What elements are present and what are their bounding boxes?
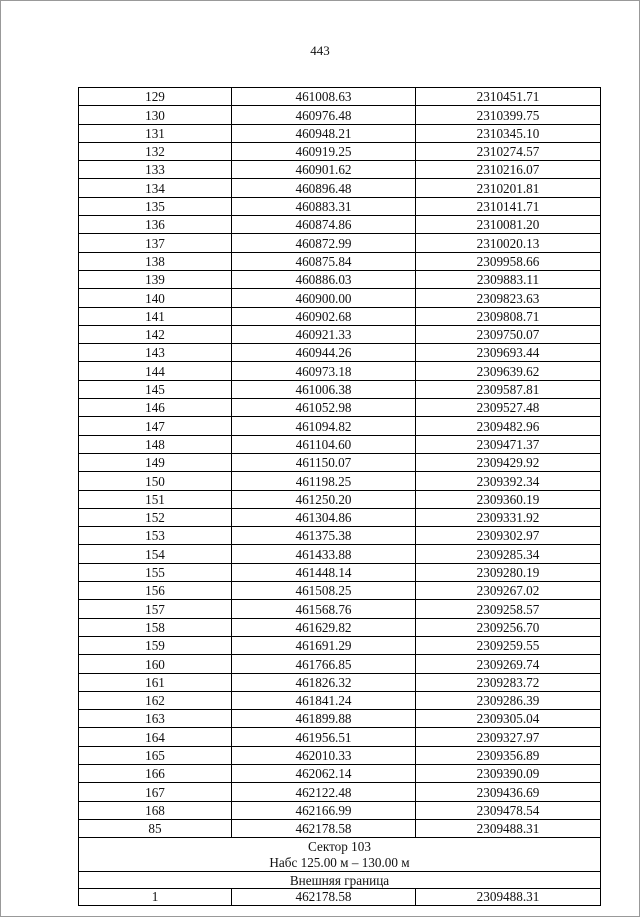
coordinates-table-body <box>79 88 601 906</box>
x-coordinate-cell: 460883.31 <box>232 197 416 215</box>
point-number-cell: 161 <box>79 673 232 691</box>
x-coordinate-cell: 462062.14 <box>232 764 416 782</box>
x-coordinate-cell: 460896.48 <box>232 179 416 197</box>
table-row <box>79 362 601 380</box>
table-row <box>79 508 601 526</box>
y-coordinate-cell: 2309808.71 <box>416 307 601 325</box>
x-coordinate-cell: 461508.25 <box>232 582 416 600</box>
sector-header-cell <box>79 838 601 872</box>
x-coordinate-cell: 460944.26 <box>232 344 416 362</box>
x-coordinate-cell: 460886.03 <box>232 270 416 288</box>
table-row <box>79 819 601 837</box>
x-coordinate-cell: 460902.68 <box>232 307 416 325</box>
y-coordinate-cell: 2309302.97 <box>416 527 601 545</box>
table-row <box>79 453 601 471</box>
y-coordinate-cell: 2309283.72 <box>416 673 601 691</box>
table-row <box>79 142 601 160</box>
point-number-cell: 134 <box>79 179 232 197</box>
table-row <box>79 325 601 343</box>
x-coordinate-cell: 462166.99 <box>232 801 416 819</box>
x-coordinate-cell: 461094.82 <box>232 417 416 435</box>
table-row <box>79 691 601 709</box>
point-number-cell: 165 <box>79 746 232 764</box>
table-row <box>79 252 601 270</box>
y-coordinate-cell: 2309285.34 <box>416 545 601 563</box>
table-row <box>79 636 601 654</box>
x-coordinate-cell: 461433.88 <box>232 545 416 563</box>
sector-header-row <box>79 838 601 872</box>
point-number-cell: 140 <box>79 289 232 307</box>
y-coordinate-cell: 2309286.39 <box>416 691 601 709</box>
x-coordinate-cell: 461448.14 <box>232 563 416 581</box>
y-coordinate-cell: 2309436.69 <box>416 783 601 801</box>
point-number-cell: 156 <box>79 582 232 600</box>
x-coordinate-cell: 460872.99 <box>232 234 416 252</box>
point-number-cell: 151 <box>79 490 232 508</box>
point-number-cell: 85 <box>79 819 232 837</box>
coordinates-table <box>78 87 601 906</box>
table-row <box>79 417 601 435</box>
page-number: 443 <box>310 43 330 58</box>
table-row <box>79 710 601 728</box>
y-coordinate-cell: 2309527.48 <box>416 399 601 417</box>
point-number-cell: 149 <box>79 453 232 471</box>
table-row <box>79 435 601 453</box>
table-row <box>79 801 601 819</box>
point-number-cell: 142 <box>79 325 232 343</box>
y-coordinate-cell: 2309390.09 <box>416 764 601 782</box>
x-coordinate-cell: 461104.60 <box>232 435 416 453</box>
y-coordinate-cell: 2309478.54 <box>416 801 601 819</box>
table-row <box>79 527 601 545</box>
y-coordinate-cell: 2309258.57 <box>416 600 601 618</box>
y-coordinate-cell: 2309269.74 <box>416 655 601 673</box>
x-coordinate-cell: 461568.76 <box>232 600 416 618</box>
table-row <box>79 472 601 490</box>
y-coordinate-cell: 2309256.70 <box>416 618 601 636</box>
x-coordinate-cell: 460948.21 <box>232 124 416 142</box>
table-row <box>79 746 601 764</box>
boundary-label: Внешняя граница <box>79 872 601 889</box>
point-number-cell: 1 <box>79 888 232 905</box>
table-row <box>79 179 601 197</box>
y-coordinate-cell: 2309360.19 <box>416 490 601 508</box>
y-coordinate-cell: 2310399.75 <box>416 106 601 124</box>
point-number-cell: 132 <box>79 142 232 160</box>
x-coordinate-cell: 461766.85 <box>232 655 416 673</box>
table-row <box>79 490 601 508</box>
table-row <box>79 289 601 307</box>
y-coordinate-cell: 2309883.11 <box>416 270 601 288</box>
point-number-cell: 137 <box>79 234 232 252</box>
point-number-cell: 139 <box>79 270 232 288</box>
table-row <box>79 618 601 636</box>
table-row <box>79 783 601 801</box>
point-number-cell: 138 <box>79 252 232 270</box>
sector-title: Сектор 103 <box>308 838 371 854</box>
table-row <box>79 216 601 234</box>
y-coordinate-cell: 2309356.89 <box>416 746 601 764</box>
x-coordinate-cell: 461629.82 <box>232 618 416 636</box>
point-number-cell: 135 <box>79 197 232 215</box>
y-coordinate-cell: 2309392.34 <box>416 472 601 490</box>
x-coordinate-cell: 462178.58 <box>232 888 416 905</box>
table-row <box>79 545 601 563</box>
table-row <box>79 655 601 673</box>
point-number-cell: 150 <box>79 472 232 490</box>
point-number-cell: 145 <box>79 380 232 398</box>
point-number-cell: 148 <box>79 435 232 453</box>
y-coordinate-cell: 2309488.31 <box>416 888 601 905</box>
table-row <box>79 161 601 179</box>
point-number-cell: 162 <box>79 691 232 709</box>
point-number-cell: 163 <box>79 710 232 728</box>
x-coordinate-cell: 460919.25 <box>232 142 416 160</box>
x-coordinate-cell: 460901.62 <box>232 161 416 179</box>
x-coordinate-cell: 460900.00 <box>232 289 416 307</box>
table-row <box>79 600 601 618</box>
y-coordinate-cell: 2310274.57 <box>416 142 601 160</box>
y-coordinate-cell: 2309482.96 <box>416 417 601 435</box>
table-row <box>79 582 601 600</box>
point-number-cell: 141 <box>79 307 232 325</box>
y-coordinate-cell: 2310345.10 <box>416 124 601 142</box>
boundary-label-row <box>79 872 601 889</box>
sector-height-range: Набс 125.00 м – 130.00 м <box>269 854 410 870</box>
y-coordinate-cell: 2309958.66 <box>416 252 601 270</box>
point-number-cell: 144 <box>79 362 232 380</box>
point-number-cell: 168 <box>79 801 232 819</box>
x-coordinate-cell: 461304.86 <box>232 508 416 526</box>
point-number-cell: 164 <box>79 728 232 746</box>
y-coordinate-cell: 2309429.92 <box>416 453 601 471</box>
point-number-cell: 153 <box>79 527 232 545</box>
table-row <box>79 399 601 417</box>
table-row <box>79 563 601 581</box>
y-coordinate-cell: 2309280.19 <box>416 563 601 581</box>
x-coordinate-cell: 460875.84 <box>232 252 416 270</box>
x-coordinate-cell: 461841.24 <box>232 691 416 709</box>
table-row <box>79 764 601 782</box>
x-coordinate-cell: 461899.88 <box>232 710 416 728</box>
y-coordinate-cell: 2309259.55 <box>416 636 601 654</box>
x-coordinate-cell: 461198.25 <box>232 472 416 490</box>
table-row <box>79 307 601 325</box>
x-coordinate-cell: 460976.48 <box>232 106 416 124</box>
x-coordinate-cell: 461250.20 <box>232 490 416 508</box>
y-coordinate-cell: 2309823.63 <box>416 289 601 307</box>
table-row <box>79 380 601 398</box>
x-coordinate-cell: 461150.07 <box>232 453 416 471</box>
table-row <box>79 124 601 142</box>
y-coordinate-cell: 2309488.31 <box>416 819 601 837</box>
y-coordinate-cell: 2309471.37 <box>416 435 601 453</box>
x-coordinate-cell: 460921.33 <box>232 325 416 343</box>
y-coordinate-cell: 2309693.44 <box>416 344 601 362</box>
table-row <box>79 673 601 691</box>
y-coordinate-cell: 2309331.92 <box>416 508 601 526</box>
table-row <box>79 270 601 288</box>
y-coordinate-cell: 2309587.81 <box>416 380 601 398</box>
x-coordinate-cell: 461052.98 <box>232 399 416 417</box>
point-number-cell: 129 <box>79 88 232 106</box>
point-number-cell: 130 <box>79 106 232 124</box>
x-coordinate-cell: 460973.18 <box>232 362 416 380</box>
x-coordinate-cell: 461956.51 <box>232 728 416 746</box>
y-coordinate-cell: 2309305.04 <box>416 710 601 728</box>
y-coordinate-cell: 2310141.71 <box>416 197 601 215</box>
point-number-cell: 147 <box>79 417 232 435</box>
point-number-cell: 131 <box>79 124 232 142</box>
point-number-cell: 143 <box>79 344 232 362</box>
x-coordinate-cell: 462122.48 <box>232 783 416 801</box>
point-number-cell: 155 <box>79 563 232 581</box>
x-coordinate-cell: 460874.86 <box>232 216 416 234</box>
y-coordinate-cell: 2309639.62 <box>416 362 601 380</box>
x-coordinate-cell: 461691.29 <box>232 636 416 654</box>
x-coordinate-cell: 461006.38 <box>232 380 416 398</box>
point-number-cell: 159 <box>79 636 232 654</box>
point-number-cell: 158 <box>79 618 232 636</box>
table-row <box>79 197 601 215</box>
table-row <box>79 106 601 124</box>
x-coordinate-cell: 461826.32 <box>232 673 416 691</box>
point-number-cell: 167 <box>79 783 232 801</box>
point-number-cell: 152 <box>79 508 232 526</box>
point-number-cell: 160 <box>79 655 232 673</box>
y-coordinate-cell: 2309327.97 <box>416 728 601 746</box>
y-coordinate-cell: 2310451.71 <box>416 88 601 106</box>
x-coordinate-cell: 461008.63 <box>232 88 416 106</box>
table-row <box>79 888 601 905</box>
y-coordinate-cell: 2309750.07 <box>416 325 601 343</box>
point-number-cell: 136 <box>79 216 232 234</box>
x-coordinate-cell: 461375.38 <box>232 527 416 545</box>
x-coordinate-cell: 462178.58 <box>232 819 416 837</box>
point-number-cell: 146 <box>79 399 232 417</box>
x-coordinate-cell: 462010.33 <box>232 746 416 764</box>
y-coordinate-cell: 2310201.81 <box>416 179 601 197</box>
table-row <box>79 344 601 362</box>
point-number-cell: 157 <box>79 600 232 618</box>
y-coordinate-cell: 2309267.02 <box>416 582 601 600</box>
table-row <box>79 88 601 106</box>
y-coordinate-cell: 2310020.13 <box>416 234 601 252</box>
table-row <box>79 728 601 746</box>
point-number-cell: 166 <box>79 764 232 782</box>
point-number-cell: 154 <box>79 545 232 563</box>
table-row <box>79 234 601 252</box>
y-coordinate-cell: 2310081.20 <box>416 216 601 234</box>
y-coordinate-cell: 2310216.07 <box>416 161 601 179</box>
point-number-cell: 133 <box>79 161 232 179</box>
